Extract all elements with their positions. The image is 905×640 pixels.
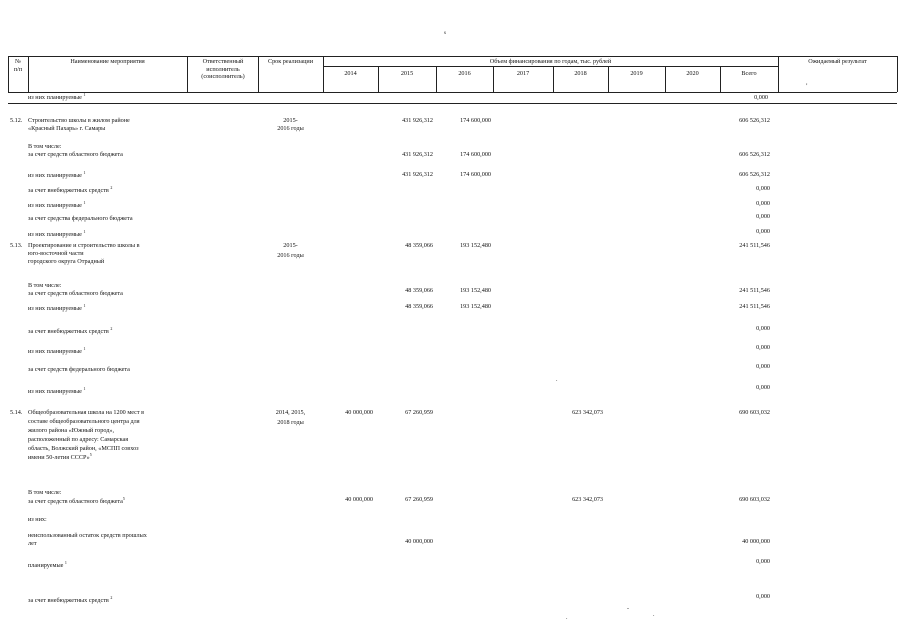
- header-year: 2014: [344, 70, 357, 77]
- row-label: за счет внебюджетных средств $^2$: [28, 594, 113, 604]
- cell-total: 606 526,312: [739, 171, 770, 178]
- cell-2015: 48 359,066: [405, 303, 433, 310]
- row-label: из них планируемые $^1$: [28, 302, 86, 312]
- cell-2015: 67 260,959: [405, 409, 433, 416]
- item-number: 5.12.: [10, 117, 23, 124]
- scan-speck: .: [653, 612, 655, 618]
- row-label: В том числе:: [28, 489, 62, 496]
- header-col-result: Ожидаемый результат: [808, 58, 867, 65]
- header-col-volume: Объем финансирования по годам, тыс. рублей: [489, 58, 612, 65]
- header-col-name: Наименование мероприятия: [70, 58, 145, 65]
- row-label: за счет средств областного бюджета: [28, 151, 123, 158]
- row-label: из них:: [28, 516, 47, 523]
- item-term: 2018 годы: [277, 419, 304, 426]
- header-col-responsible: Ответственный исполнитель (соисполнитель): [201, 58, 245, 80]
- cell-2016: 174 600,000: [460, 117, 491, 124]
- cell-total: 241 511,546: [739, 287, 770, 294]
- row-label: из них планируемые $^1$: [28, 199, 86, 209]
- item-term: 2015-: [283, 117, 298, 124]
- row-label: из них планируемые $^1$: [28, 385, 86, 395]
- header-year: 2016: [458, 70, 471, 77]
- cell-2016: 193 152,480: [460, 287, 491, 294]
- row-label: за счет средств областного бюджета: [28, 290, 123, 297]
- page-mark: s: [444, 31, 446, 36]
- item-name: имени 50-летия СССР»$^5$: [28, 451, 92, 461]
- cell-total: 0,000: [756, 344, 770, 351]
- header-col-term: Срок реализации: [267, 58, 314, 65]
- row-label: за счет средства федерального бюджета: [28, 215, 133, 222]
- cell-total: 606 526,312: [739, 151, 770, 158]
- cell-2016: 174 600,000: [460, 171, 491, 178]
- header-col-number: № п/п: [13, 58, 23, 73]
- header-year-total: Всего: [741, 70, 757, 77]
- item-name: Проектирование и строительство школы в: [28, 242, 140, 249]
- scan-speck: ,: [806, 80, 808, 86]
- row-label: В том числе:: [28, 282, 62, 289]
- row-label: за счет средств областного бюджета$^5$: [28, 495, 125, 505]
- cell-total: 0,000: [756, 325, 770, 332]
- row-label: за счет внебюджетных средств $^2$: [28, 184, 113, 194]
- row-label: из них планируемые $^1$: [28, 345, 86, 355]
- item-name: юго-восточной части: [28, 250, 84, 257]
- item-number: 5.14.: [10, 409, 23, 416]
- row-label: неиспользованный остаток средств прошлых: [28, 532, 147, 539]
- item-name: Общеобразовательная школа на 1200 мест в: [28, 409, 145, 416]
- cell-total: 241 511,546: [739, 242, 770, 249]
- cell-total: 0,000: [756, 213, 770, 220]
- item-term: 2014, 2015,: [275, 409, 306, 416]
- header-year: 2020: [686, 70, 699, 77]
- row-label: планируемые $^1$: [28, 559, 67, 569]
- cell-2015: 431 926,312: [402, 117, 433, 124]
- cell-total: 0,000: [756, 228, 770, 235]
- row-label: лет: [28, 540, 37, 547]
- header-year: 2017: [516, 70, 530, 77]
- header-year: 2018: [574, 70, 587, 77]
- cell-2016: 174 600,000: [460, 151, 491, 158]
- item-name: «Красный Пахарь» г. Самары: [28, 125, 106, 132]
- item-term: 2016 годы: [277, 252, 304, 259]
- cell-total: 690 603,032: [739, 409, 770, 416]
- cell-total: 0,000: [756, 363, 770, 370]
- cell-2018: 623 342,073: [572, 409, 603, 416]
- row-label: из них планируемые $^1$: [28, 91, 86, 101]
- scan-speck: .: [566, 615, 568, 621]
- header-year: 2019: [630, 70, 643, 77]
- row-label: из них планируемые $^1$: [28, 169, 86, 179]
- cell-total: 690 603,032: [739, 496, 770, 503]
- header-year-separator: [323, 66, 778, 67]
- cell-2018: 623 342,073: [572, 496, 603, 503]
- row-label: В том числе:: [28, 143, 62, 150]
- item-name: Строительство школы в жилом районе: [28, 117, 130, 124]
- item-name: расположенный по адресу: Самарская: [28, 436, 129, 443]
- cell-2015: 67 260,959: [405, 496, 433, 503]
- header-top-border: [8, 56, 897, 57]
- cell-total: 606 526,312: [739, 117, 770, 124]
- scan-speck: -: [627, 606, 629, 612]
- item-term: 2016 годы: [277, 125, 304, 132]
- header-bottom-border: [8, 92, 897, 93]
- item-name: городского округа Отрадный: [28, 258, 105, 265]
- row-label: за счет внебюджетных средств $^2$: [28, 325, 113, 335]
- item-term: 2015-: [283, 242, 298, 249]
- cell-2015: 48 359,066: [405, 287, 433, 294]
- cell-total: 0,000: [756, 593, 770, 600]
- cell-total: 0,000: [756, 384, 770, 391]
- cell-total: 0,000: [756, 185, 770, 192]
- cell-total: 241 511,546: [739, 303, 770, 310]
- item-name: жилого района «Южный город»,: [28, 427, 115, 434]
- scan-speck: .: [556, 377, 558, 383]
- header-divider: [187, 56, 188, 92]
- cell-total: 0,000: [756, 558, 770, 565]
- item-name: составе общеобразовательного центра для: [28, 418, 140, 425]
- cell-2016: 193 152,480: [460, 242, 491, 249]
- cell-total: 0,000: [756, 200, 770, 207]
- item-number: 5.13.: [10, 242, 23, 249]
- header-year: 2015: [400, 70, 414, 77]
- cell-2015: 431 926,312: [402, 171, 433, 178]
- cell-2014: 40 000,000: [345, 496, 373, 503]
- header-divider: [897, 56, 898, 92]
- row-label: за счет средств федерального бюджета: [28, 366, 130, 373]
- cell-2015: 40 000,000: [405, 538, 433, 545]
- cell-2015: 431 926,312: [402, 151, 433, 158]
- row-border: [8, 103, 897, 104]
- cell-total: 40 000,000: [742, 538, 770, 545]
- cell-2014: 40 000,000: [345, 409, 373, 416]
- item-name: область, Волжский район, «МСПП совхоз: [28, 445, 139, 452]
- cell-total: 0,000: [754, 94, 768, 101]
- cell-2015: 48 359,066: [405, 242, 433, 249]
- row-label: из них планируемые $^1$: [28, 228, 86, 238]
- cell-2016: 193 152,480: [460, 303, 491, 310]
